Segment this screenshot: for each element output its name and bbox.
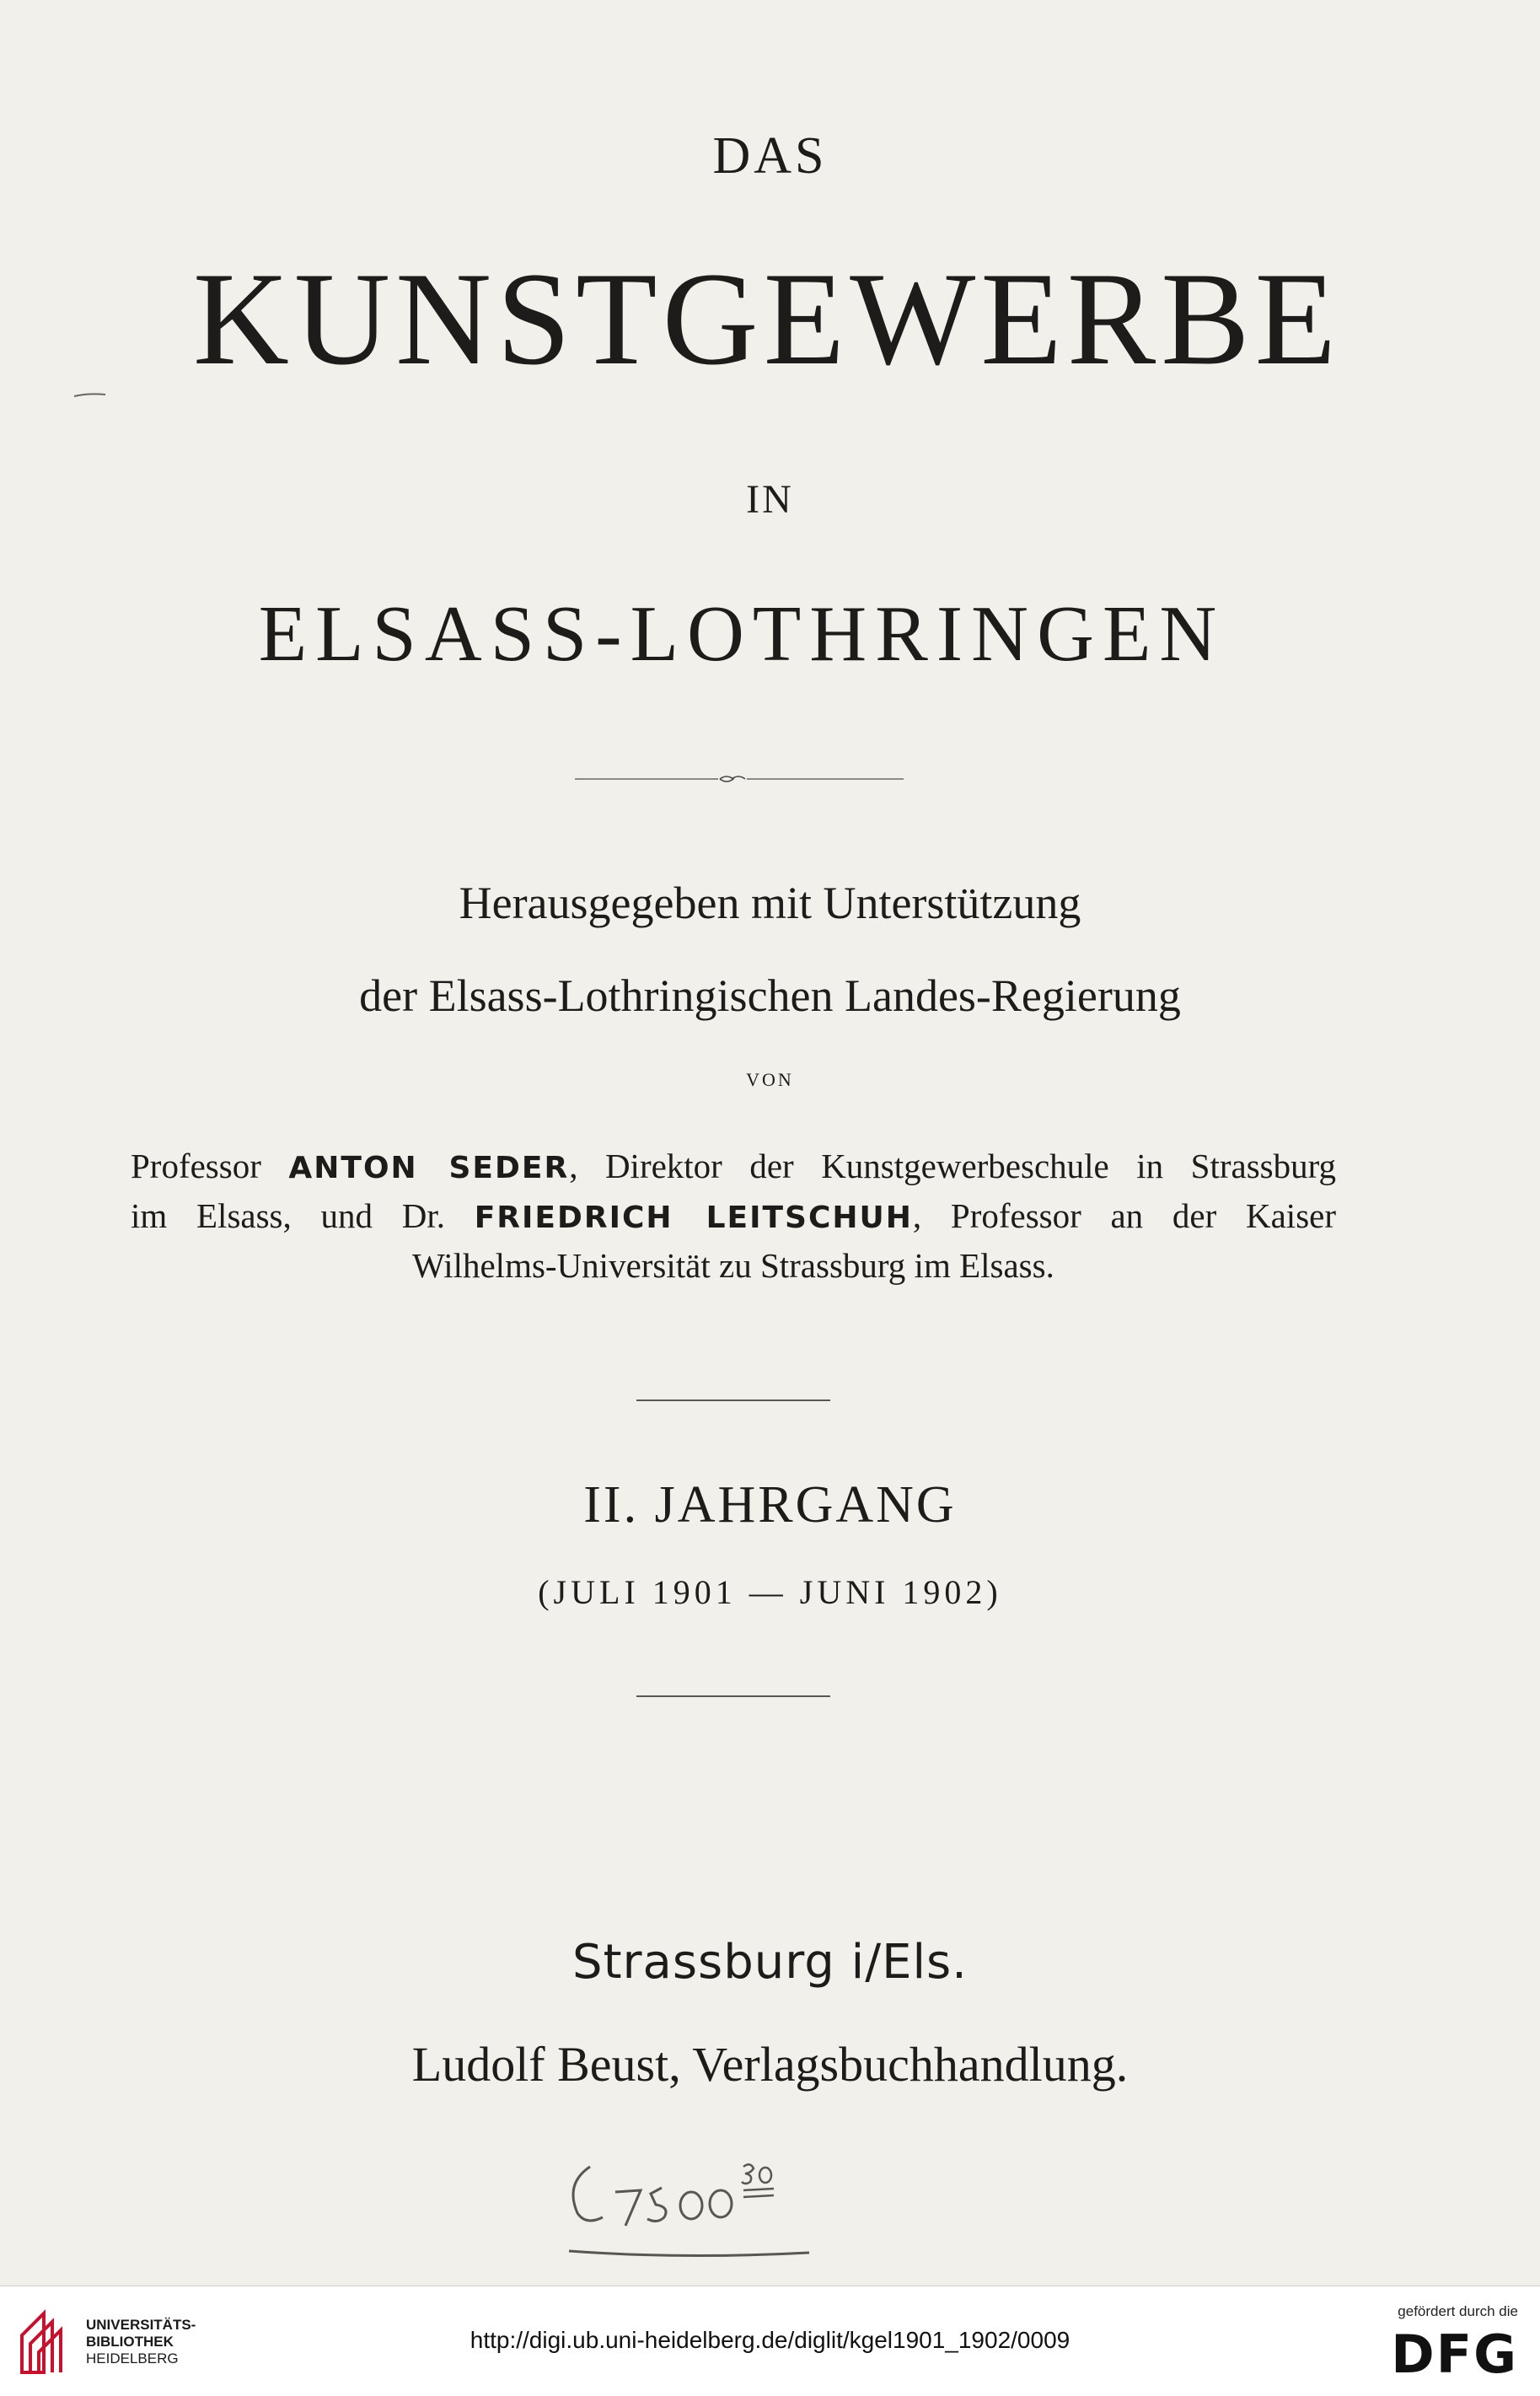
- divider-rule: [636, 1399, 830, 1401]
- title-article: DAS: [712, 127, 828, 185]
- handwritten-shelfmark: [556, 2133, 826, 2268]
- author2-suffix: , Professor an der Kaiser: [912, 1196, 1336, 1235]
- author2-prefix: im Elsass, und Dr.: [131, 1196, 445, 1235]
- dfg-logo[interactable]: DFG: [1391, 2323, 1518, 2385]
- author2-name: FRIEDRICH LEITSCHUH: [474, 1201, 913, 1235]
- library-name-line1: UNIVERSITÄTS-: [86, 2317, 196, 2333]
- ornament-divider-icon: [575, 774, 904, 784]
- authors-block: [131, 1142, 1336, 1289]
- editor-statement-line1: Herausgegeben mit Unterstützung: [459, 878, 1081, 928]
- library-name-line3: HEIDELBERG: [86, 2350, 179, 2366]
- authors-line1: [131, 1142, 1336, 1192]
- library-name-line2: BIBLIOTHEK: [86, 2334, 174, 2350]
- author1-suffix: , Direktor der Kunstgewerbeschule in Strassburg: [569, 1147, 1337, 1185]
- volume-period: (JULI 1901 — JUNI 1902): [538, 1573, 1002, 1611]
- title-preposition: IN: [746, 477, 794, 522]
- funding-note: gefördert durch die: [1398, 2303, 1518, 2319]
- volume-label: II. JAHRGANG: [583, 1476, 957, 1534]
- publisher-name: Ludolf Beust, Verlagsbuchhandlung.: [411, 2037, 1129, 2092]
- publication-city: Strassburg i/Els.: [572, 1935, 968, 1990]
- authors-line2: [131, 1192, 1336, 1242]
- author1-prefix: Professor: [131, 1147, 261, 1185]
- editor-statement-line2: der Elsass-Lothringischen Landes-Regierung: [359, 970, 1181, 1021]
- author1-name: ANTON SEDER: [288, 1151, 570, 1185]
- divider-rule: [636, 1695, 830, 1697]
- pencil-mark-icon: [67, 371, 118, 405]
- footer-bar: [0, 2286, 1540, 2396]
- title-region: ELSASS-LOTHRINGEN: [258, 590, 1226, 678]
- page-title: KUNSTGEWERBE: [192, 245, 1342, 393]
- authors-line3: Wilhelms-Universität zu Strassburg im Elsass.: [412, 1246, 1054, 1285]
- permalink-url[interactable]: http://digi.ub.uni-heidelberg.de/diglit/kgel1901_1902/0009: [470, 2327, 1070, 2353]
- by-word: VON: [746, 1069, 794, 1090]
